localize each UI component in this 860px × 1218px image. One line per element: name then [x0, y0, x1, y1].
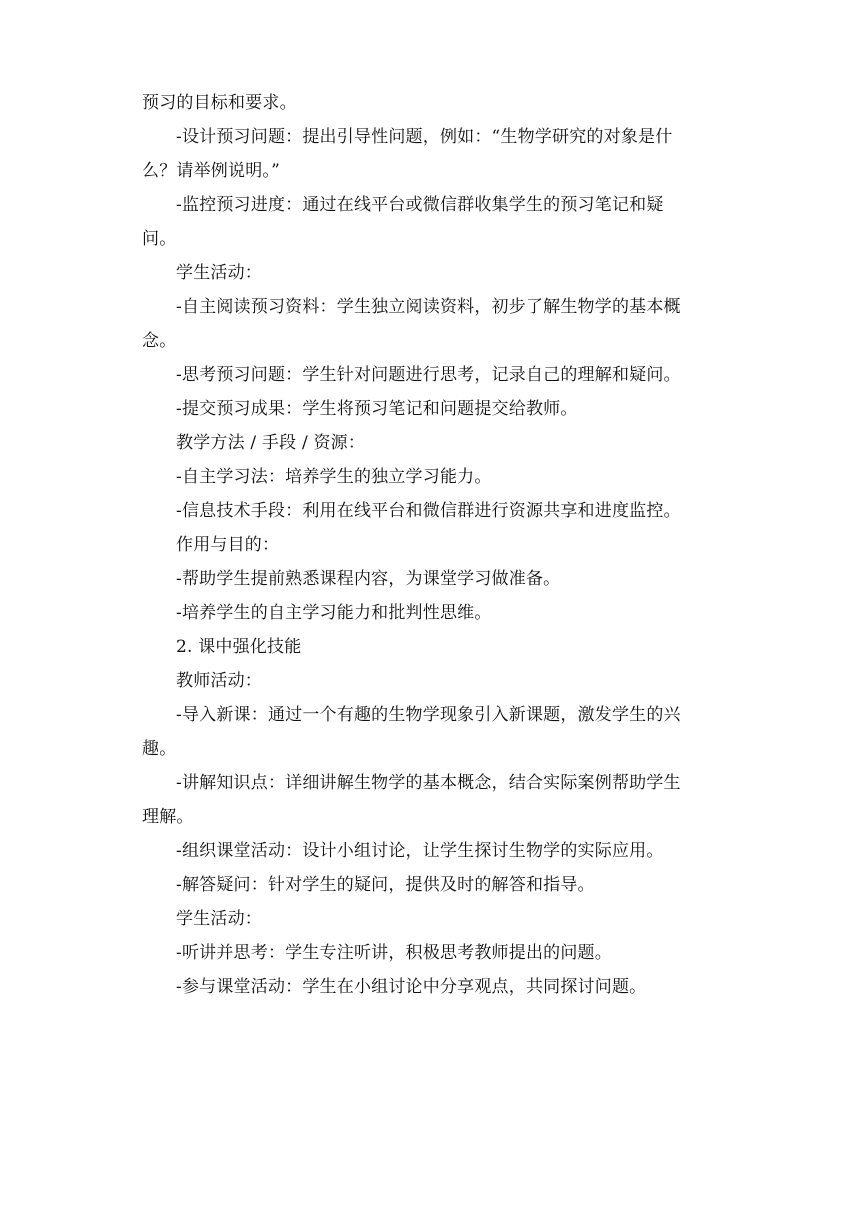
text-line: -参与课堂活动：学生在小组讨论中分享观点，共同探讨问题。: [176, 977, 647, 997]
section-label: 学生活动：: [176, 263, 262, 283]
text-line: 理解。: [142, 807, 194, 827]
text-line: -导入新课：通过一个有趣的生物学现象引入新课题，激发学生的兴: [176, 705, 681, 725]
text-line: 念。: [142, 331, 177, 351]
text-line: -解答疑问：针对学生的疑问，提供及时的解答和指导。: [176, 875, 595, 895]
text-line: -帮助学生提前熟悉课程内容，为课堂学习做准备。: [176, 569, 561, 589]
text-line: -听讲并思考：学生专注听讲，积极思考教师提出的问题。: [176, 943, 612, 963]
text-line: -培养学生的自主学习能力和批判性思维。: [176, 603, 492, 623]
document-body: [142, 86, 722, 1004]
text-line: -讲解知识点：详细讲解生物学的基本概念，结合实际案例帮助学生: [176, 773, 681, 793]
section-label: 学生活动：: [176, 909, 262, 929]
text-line: -思考预习问题：学生针对问题进行思考，记录自己的理解和疑问。: [176, 365, 681, 385]
text-line: -自主阅读预习资料：学生独立阅读资料，初步了解生物学的基本概: [176, 297, 681, 317]
text-line: -组织课堂活动：设计小组讨论，让学生探讨生物学的实际应用。: [176, 841, 664, 861]
text-line: -提交预习成果：学生将预习笔记和问题提交给教师。: [176, 399, 578, 419]
text-line: 问。: [142, 229, 177, 249]
text-line: -设计预习问题：提出引导性问题，例如：“生物学研究的对象是什: [176, 127, 673, 147]
text-line: -监控预习进度：通过在线平台或微信群收集学生的预习笔记和疑: [176, 195, 664, 215]
text-line: -信息技术手段：利用在线平台和微信群进行资源共享和进度监控。: [176, 501, 681, 521]
text-line: 么？请举例说明。”: [142, 161, 280, 181]
text-line: -自主学习法：培养学生的独立学习能力。: [176, 467, 492, 487]
section-heading: 2. 课中强化技能: [176, 637, 302, 657]
section-label: 作用与目的：: [176, 535, 280, 555]
text-line: 趣。: [142, 739, 177, 759]
section-label: 教师活动：: [176, 671, 262, 691]
section-label: 教学方法 / 手段 / 资源：: [176, 433, 366, 453]
text-line: 预习的目标和要求。: [142, 93, 297, 113]
